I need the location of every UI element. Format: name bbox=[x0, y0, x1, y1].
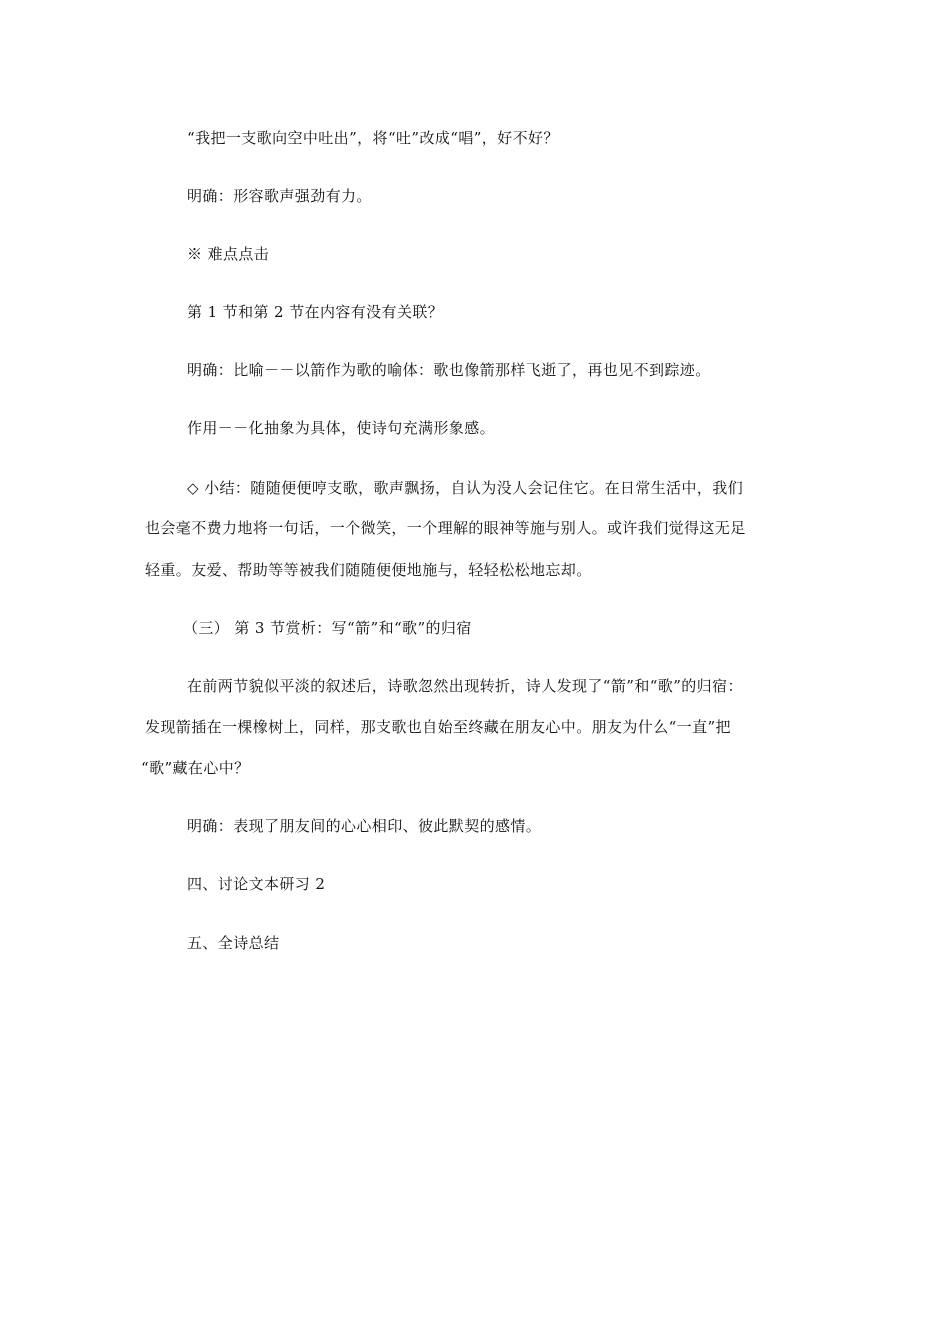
paragraph-line: 在前两节貌似平淡的叙述后，诗歌忽然出现转折，诗人发现了“箭”和“歌”的归宿： bbox=[187, 677, 743, 695]
summary-line: ◇ 小结：随随便便哼支歌，歌声飘扬，自认为没人会记住它。在日常生活中，我们 bbox=[187, 479, 744, 497]
question-line: “我把一支歌向空中吐出”，将“吐”改成“唱”，好不好？ bbox=[187, 129, 559, 147]
paragraph-line: 作用－－化抽象为具体，使诗句充满形象感。 bbox=[187, 419, 496, 437]
section-heading-part-three: （三） 第 3 节赏析：写“箭”和“歌”的归宿 bbox=[183, 619, 472, 637]
summary-line: 轻重。友爱、帮助等等被我们随随便便地施与，轻轻松松地忘却。 bbox=[145, 561, 592, 579]
answer-line: 明确：形容歌声强劲有力。 bbox=[187, 187, 372, 205]
section-heading-difficulty: ※ 难点点击 bbox=[187, 245, 270, 263]
section-heading-four: 四、讨论文本研习 2 bbox=[187, 875, 326, 893]
answer-line: 明确：比喻－－以箭作为歌的喻体：歌也像箭那样飞逝了，再也见不到踪迹。 bbox=[187, 361, 711, 379]
paragraph-line: “歌”藏在心中？ bbox=[141, 759, 250, 777]
summary-line: 也会毫不费力地将一句话，一个微笑，一个理解的眼神等施与别人。或许我们觉得这无足 bbox=[145, 519, 746, 537]
paragraph-line: 发现箭插在一棵橡树上，同样，那支歌也自始至终藏在朋友心中。朋友为什么“一直”把 bbox=[145, 718, 731, 736]
answer-line: 明确：表现了朋友间的心心相印、彼此默契的感情。 bbox=[187, 817, 542, 835]
section-heading-five: 五、全诗总结 bbox=[187, 934, 280, 952]
question-line: 第 1 节和第 2 节在内容有没有关联？ bbox=[187, 303, 444, 321]
